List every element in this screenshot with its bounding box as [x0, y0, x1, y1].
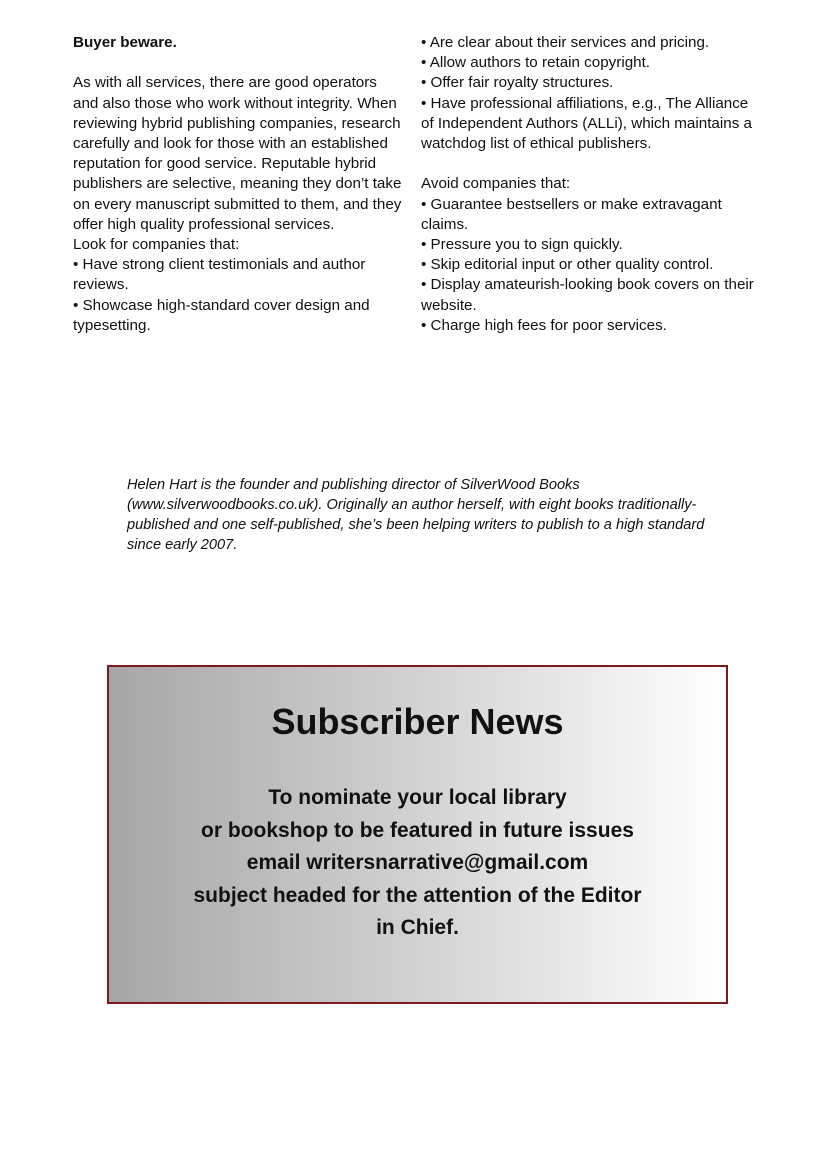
- author-bio: Helen Hart is the founder and publishing director of SilverWood Books (www.silverwoodbooks.co.uk). Originally an author herself, with eight books traditionally-published and one self-published, she’s been helping writers to publish to a high standard since early 2007.: [127, 476, 705, 554]
- list-item: • Charge high fees for poor services.: [421, 316, 667, 334]
- article-right-column: [421, 33, 761, 336]
- list-item: • Guarantee bestsellers or make extravagant claims.: [421, 195, 722, 233]
- subscriber-news-box: [107, 665, 728, 1004]
- article-heading: Buyer beware.: [73, 34, 177, 51]
- subscriber-news-title: Subscriber News: [271, 701, 564, 742]
- article-left-column: [73, 33, 403, 336]
- list-item: • Showcase high-standard cover design and typesetting.: [73, 296, 370, 334]
- list-item: • Are clear about their services and pricing.: [421, 34, 710, 51]
- news-line: or bookshop to be featured in future issues: [201, 818, 634, 842]
- list-item: • Skip editorial input or other quality control.: [421, 256, 714, 274]
- list-item: • Display amateurish-looking book covers on their website.: [421, 276, 754, 314]
- list-item: • Offer fair royalty structures.: [421, 74, 614, 92]
- spacer: [73, 53, 403, 73]
- look-for-heading: Look for companies that:: [73, 236, 240, 254]
- news-line: in Chief.: [376, 916, 459, 939]
- subscriber-news-body: [109, 782, 726, 945]
- list-item: • Allow authors to retain copyright.: [421, 54, 651, 72]
- list-item: • Pressure you to sign quickly.: [421, 236, 623, 254]
- list-item: • Have strong client testimonials and author reviews.: [73, 256, 366, 294]
- list-item: • Have professional affiliations, e.g., The Alliance of Independent Authors (ALLi), which maintains a watchdog list of ethical publishers.: [421, 94, 752, 153]
- news-line: email writersnarrative@gmail.com: [246, 851, 589, 874]
- news-line: subject headed for the attention of the Editor: [193, 883, 642, 907]
- news-line: To nominate your local library: [268, 786, 567, 809]
- avoid-heading: Avoid companies that:: [421, 175, 571, 193]
- spacer: [421, 154, 761, 174]
- intro-paragraph: As with all services, there are good operators and also those who work without integrity. When reviewing hybrid publishing companies, research carefully and look for those with an established reputation for good service. Reputable hybrid publishers are selective, meaning they don’t take on every manuscript submitted to them, and they offer high quality professional services.: [73, 74, 402, 233]
